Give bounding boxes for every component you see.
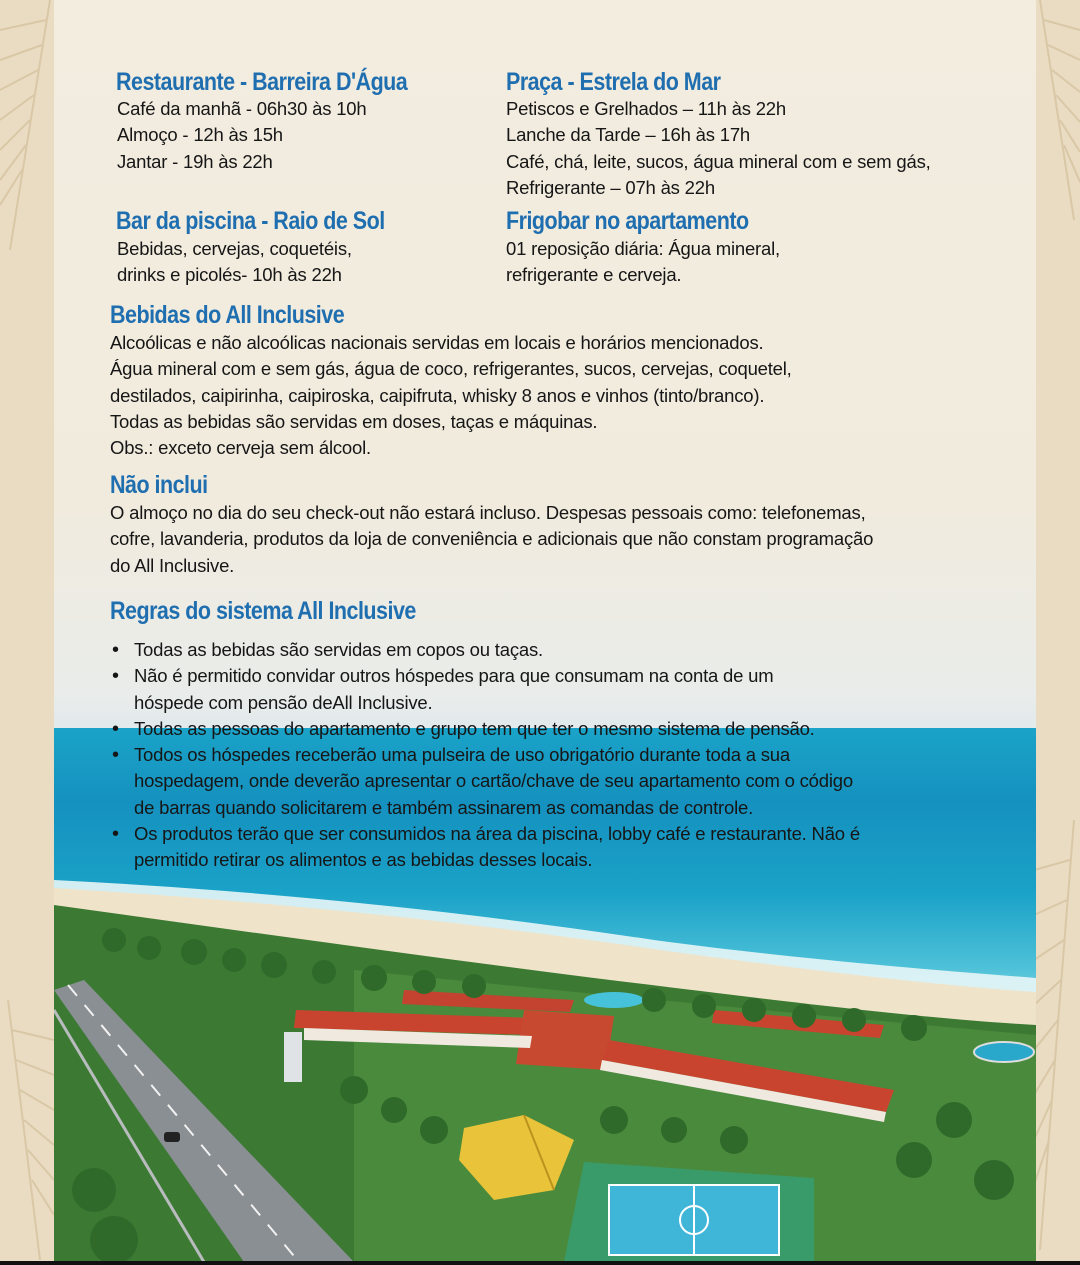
bebidas-line: Obs.: exceto cerveja sem álcool.: [110, 437, 371, 459]
bebidas-line: Água mineral com e sem gás, água de coco, refrigerantes, sucos, cervejas, coquetel,: [110, 358, 792, 380]
palm-leaf-bottom-right-decoration: [1034, 820, 1080, 1250]
palm-leaf-left-decoration: [0, 0, 60, 260]
bebidas-heading: Bebidas do All Inclusive: [110, 301, 345, 329]
frigobar-text: [506, 236, 780, 289]
frigobar-line: refrigerante e cerveja.: [506, 264, 682, 286]
regras-item-line: hóspede com pensão deAll Inclusive.: [134, 691, 433, 713]
restaurante-line: Almoço - 12h às 15h: [117, 124, 283, 146]
regras-item-line: hospedagem, onde deverão apresentar o cartão/chave de seu apartamento com o código: [134, 770, 853, 792]
nao-inclui-line: O almoço no dia do seu check-out não estará incluso. Despesas pessoais como: telefonemas,: [110, 502, 866, 523]
regras-item-line: • Todos os hóspedes receberão uma pulseira de uso obrigatório durante toda a sua: [134, 744, 790, 766]
restaurante-line: Jantar - 19h às 22h: [117, 150, 273, 172]
regras-item-line: • Os produtos terão que ser consumidos na área da piscina, lobby café e restaurante. Não é: [134, 823, 860, 845]
nao-inclui-line: cofre, lavanderia, produtos da loja de conveniência e adicionais que não constam programação: [110, 528, 874, 550]
regras-item-line: de barras quando solicitarem e também assinarem as comandas de controle.: [134, 796, 754, 818]
regras-item-line: • Todas as pessoas do apartamento e grupo tem que ter o mesmo sistema de pensão.: [134, 717, 815, 739]
bebidas-line: destilados, caipirinha, caipiroska, caipifruta, whisky 8 anos e vinhos (tinto/branco).: [110, 384, 765, 406]
bottom-bar: [0, 1261, 1080, 1265]
nao-inclui-text: [110, 500, 873, 579]
praca-line: Lanche da Tarde – 16h às 17h: [506, 124, 751, 146]
bebidas-line: Todas as bebidas são servidas em doses, taças e máquinas.: [110, 410, 598, 432]
regras-heading: Regras do sistema All Inclusive: [110, 597, 416, 625]
praca-schedule: [506, 96, 931, 201]
praca-line: Petiscos e Grelhados – 11h às 22h: [506, 98, 786, 119]
praca-line: Refrigerante – 07h às 22h: [506, 176, 715, 198]
restaurante-schedule: [117, 96, 366, 175]
bar-schedule: [117, 236, 352, 289]
regras-item: [134, 821, 860, 874]
regras-item: [134, 663, 860, 716]
palm-leaf-bottom-left-decoration: [0, 1000, 54, 1260]
info-card: [54, 0, 1036, 1262]
frigobar-heading: Frigobar no apartamento: [506, 207, 749, 235]
resort-aerial-illustration: [54, 860, 1036, 1262]
praca-line: Café, chá, leite, sucos, água mineral com e sem gás,: [506, 150, 931, 172]
regras-item: [134, 742, 860, 821]
praca-heading: Praça - Estrela do Mar: [506, 68, 721, 96]
frigobar-line: 01 reposição diária: Água mineral,: [506, 238, 780, 259]
bebidas-text: [110, 330, 792, 461]
regras-list: [110, 637, 860, 874]
regras-item-line: permitido retirar os alimentos e as bebidas desses locais.: [134, 849, 593, 871]
palm-leaf-right-decoration: [1034, 0, 1080, 230]
bar-line: drinks e picolés- 10h às 22h: [117, 264, 342, 286]
bar-heading: Bar da piscina - Raio de Sol: [116, 207, 385, 235]
bebidas-line: Alcoólicas e não alcoólicas nacionais servidas em locais e horários mencionados.: [110, 332, 764, 353]
regras-list-container: [110, 637, 860, 874]
regras-item-line: • Todas as bebidas são servidas em copos ou taças.: [134, 639, 543, 660]
nao-inclui-heading: Não inclui: [110, 471, 208, 499]
regras-item: [134, 716, 860, 742]
regras-item: [134, 637, 860, 663]
nao-inclui-line: do All Inclusive.: [110, 554, 235, 576]
bar-line: Bebidas, cervejas, coquetéis,: [117, 238, 352, 259]
restaurante-heading: Restaurante - Barreira D'Água: [116, 68, 408, 96]
regras-item-line: • Não é permitido convidar outros hóspedes para que consumam na conta de um: [134, 665, 774, 687]
restaurante-line: Café da manhã - 06h30 às 10h: [117, 98, 367, 119]
